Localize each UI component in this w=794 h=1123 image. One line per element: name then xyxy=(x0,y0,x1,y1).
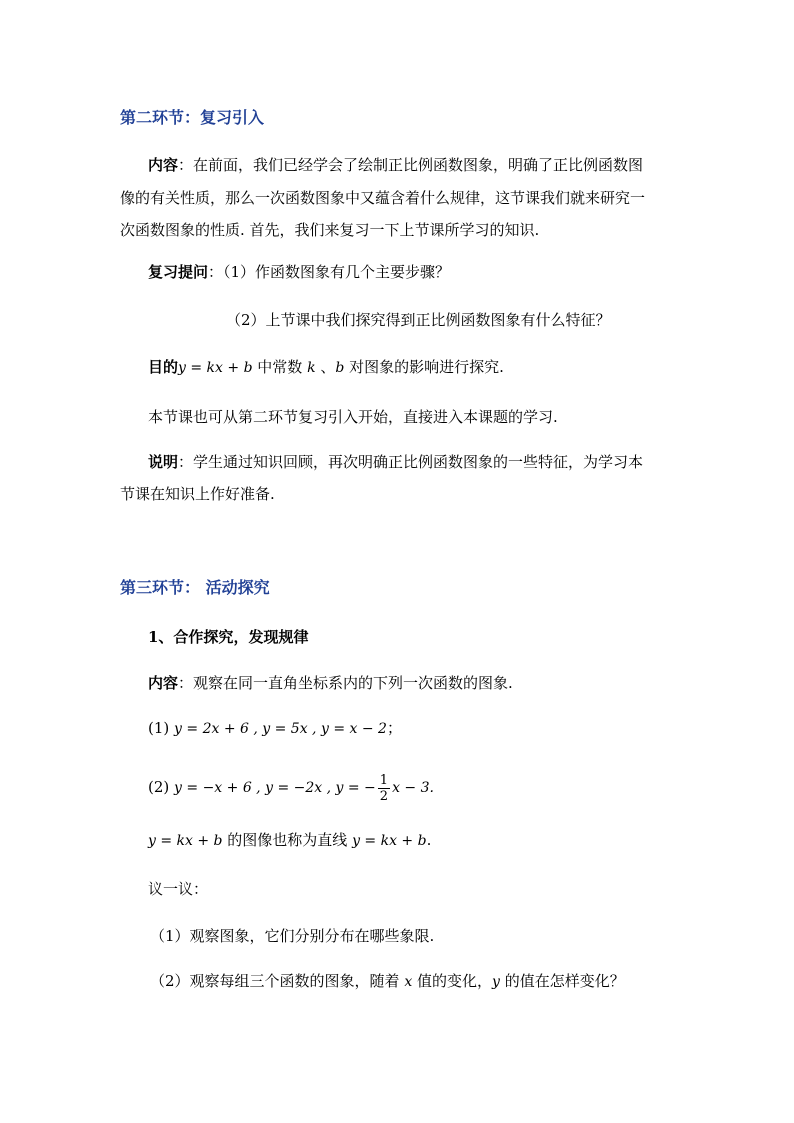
q2-x: x xyxy=(404,974,413,990)
line-end: . xyxy=(426,831,432,849)
explain-label: 说明 xyxy=(148,453,179,471)
item1-label: (1) xyxy=(148,719,170,737)
section2-content-line2: 像的有关性质，那么一次函数图象中又蕴含着什么规律，这节课我们就来研究一 xyxy=(120,189,646,207)
purpose-b: b xyxy=(335,360,345,376)
purpose-line xyxy=(148,357,504,378)
item2-label: (2) xyxy=(148,778,170,796)
item1-line xyxy=(148,718,402,739)
q2-y: y xyxy=(492,974,500,990)
q2-mid: 值的变化， xyxy=(412,972,493,990)
item1-end: ； xyxy=(386,719,402,737)
discussion-question-1: （1）观察图象，它们分别分布在哪些象限. xyxy=(150,927,435,945)
item2-line xyxy=(148,770,434,805)
section3-heading: 第三环节： 活动探究 xyxy=(120,578,270,597)
purpose-label: 目的 xyxy=(148,358,179,376)
explain-line2: 节课在知识上作好准备. xyxy=(120,485,275,503)
note-line: 本节课也可从第二环节复习引入开始，直接进入本课题的学习. xyxy=(148,408,558,426)
discussion-question-2 xyxy=(150,971,625,992)
item2-tail: x − 3. xyxy=(392,780,434,796)
section2-content-line3: 次函数图象的性质. 首先，我们来复习一下上节课所学习的知识. xyxy=(120,221,540,239)
purpose-mid: 中常数 xyxy=(252,358,308,376)
line-mid: 的图像也称为直线 xyxy=(222,831,353,849)
line-eq-1: y = kx + b xyxy=(148,833,223,849)
section2-content-line1 xyxy=(148,155,643,175)
q2-start: （2）观察每组三个函数的图象，随着 xyxy=(150,972,405,990)
section3-content-label: 内容 xyxy=(148,674,179,692)
section3-content-line xyxy=(148,673,513,693)
item2-equations: y = −x + 6 , y = −2x , y = − xyxy=(174,780,376,796)
section2-heading: 第二环节：复习引入 xyxy=(120,108,265,127)
review-q1-text: ：（1）作函数图象有几个主要步骤？ xyxy=(208,263,451,281)
content-label: 内容 xyxy=(148,156,179,174)
purpose-equation: y = kx + b xyxy=(178,360,253,376)
q2-end: 的值在怎样变化？ xyxy=(499,972,625,990)
content-text: ：在前面，我们已经学会了绘制正比例函数图象，明确了正比例函数图 xyxy=(178,156,644,174)
line-eq-2: y = kx + b xyxy=(352,833,427,849)
review-question-1 xyxy=(148,262,450,282)
purpose-k: k xyxy=(307,360,316,376)
review-label: 复习提问 xyxy=(148,263,209,281)
fraction-one-half xyxy=(378,773,390,804)
review-question-2: （2）上节课中我们探究得到正比例函数图象有什么特征？ xyxy=(226,311,611,329)
item1-equations: y = 2x + 6 , y = 5x , y = x − 2 xyxy=(174,721,387,737)
explain-text: ：学生通过知识回顾，再次明确正比例函数图象的一些特征，为学习本 xyxy=(178,453,644,471)
fraction-denominator: 2 xyxy=(379,788,389,804)
section3-subheading: 1、合作探究，发现规律 xyxy=(148,628,309,646)
line-definition xyxy=(148,830,431,851)
purpose-end: 对图象的影响进行探究. xyxy=(344,358,504,376)
section3-content-text: ：观察在同一直角坐标系内的下列一次函数的图象. xyxy=(178,674,513,692)
fraction-numerator: 1 xyxy=(379,772,389,788)
purpose-sep: 、 xyxy=(315,358,336,376)
discuss-label: 议一议： xyxy=(148,880,209,898)
explain-line1 xyxy=(148,452,643,472)
